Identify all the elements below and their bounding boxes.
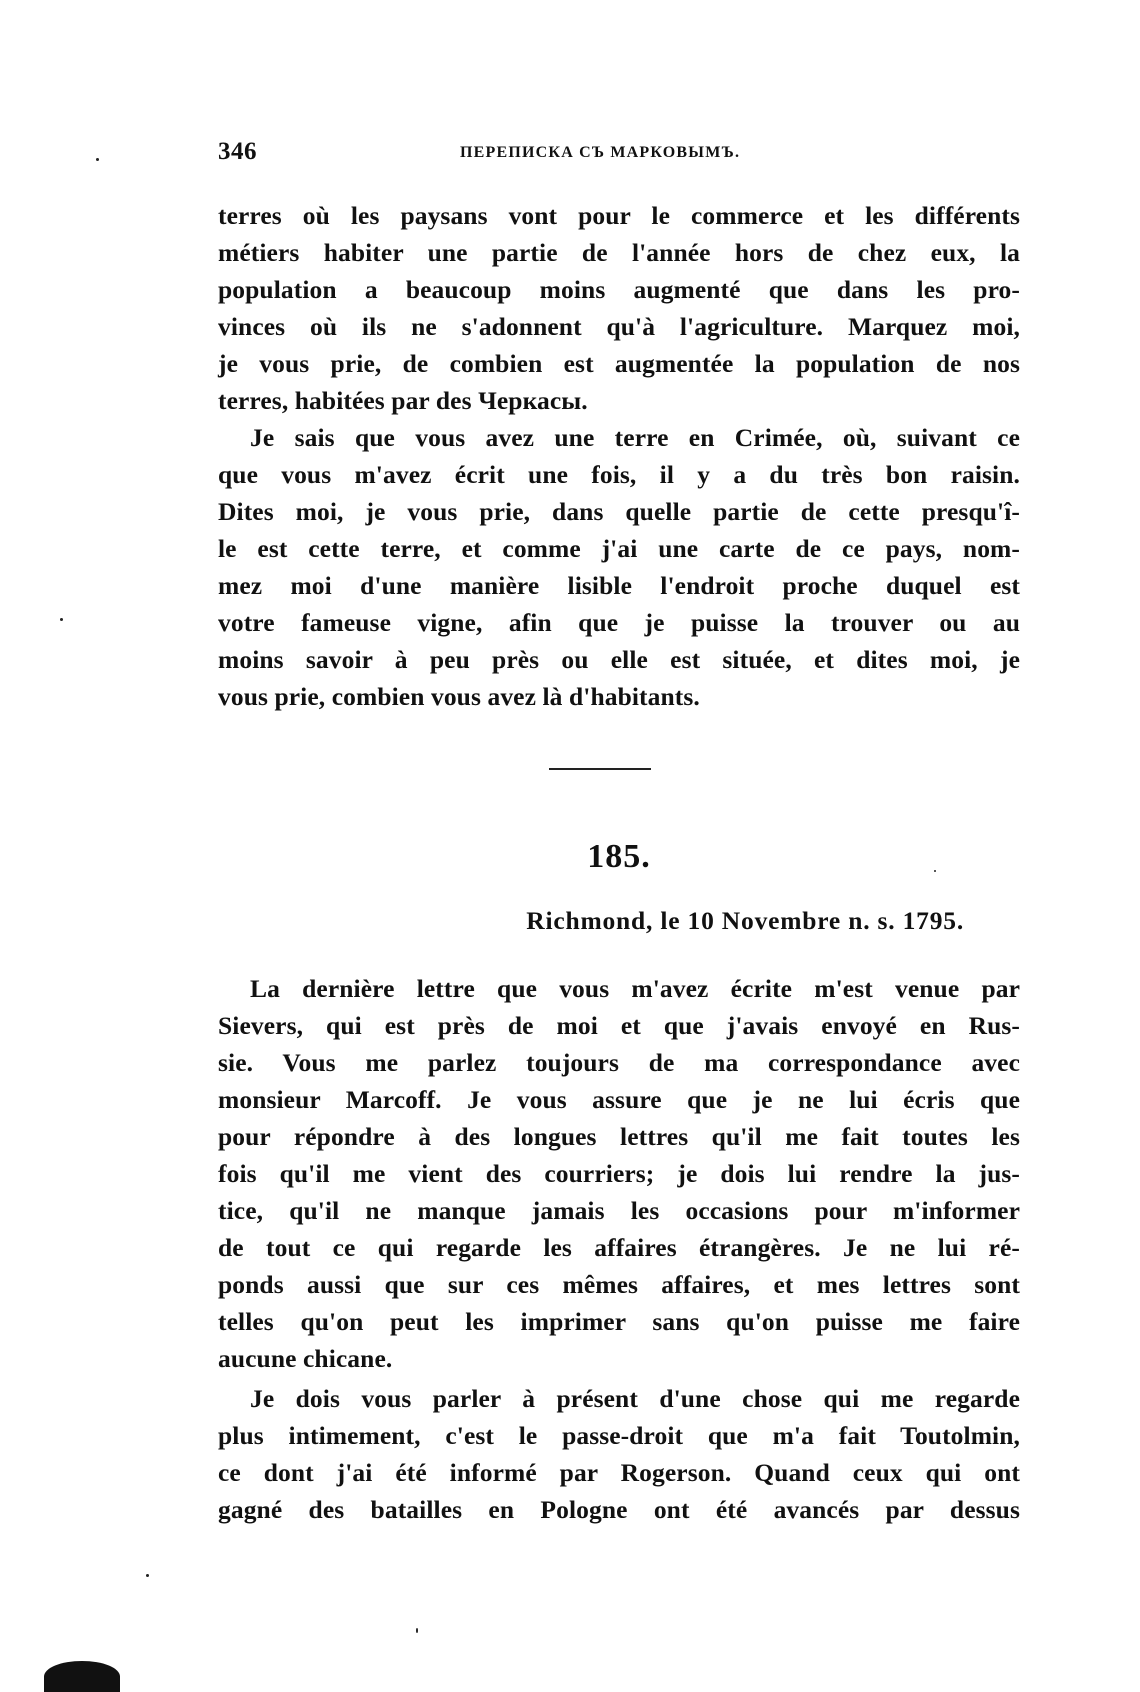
paragraph-letter-opening <box>218 970 1020 1377</box>
scan-speck <box>96 158 99 161</box>
page-number: 346 <box>218 138 257 165</box>
text-line: que vous m'avez écrit une fois, il y a du très bon raisin. <box>218 460 1020 489</box>
text-line: Je sais que vous avez une terre en Crimée, où, suivant ce <box>250 423 1020 452</box>
paragraph-crimea <box>218 419 1020 715</box>
text-line: Dites moi, je vous prie, dans quelle partie de cette presqu'î- <box>218 497 1020 526</box>
text-line: terres où les paysans vont pour le commerce et les différents <box>218 201 1020 230</box>
scan-speck <box>60 618 63 621</box>
text-line: terres, habitées par des Черкасы. <box>218 386 588 415</box>
text-line: gagné des batailles en Pologne ont été avancés par dessus <box>218 1495 1020 1524</box>
text-line: Je dois vous parler à présent d'une chose qui me regarde <box>250 1384 1020 1413</box>
scan-speck <box>146 1574 149 1577</box>
scan-speck <box>416 1628 418 1633</box>
text-line: le est cette terre, et comme j'ai une carte de ce pays, nom- <box>218 534 1020 563</box>
letter-dateline: Richmond, le 10 Novembre n. s. 1795. <box>526 906 964 935</box>
text-line: monsieur Marcoff. Je vous assure que je ne lui écris que <box>218 1085 1020 1114</box>
text-line: de tout ce qui regarde les affaires étrangères. Je ne lui ré- <box>218 1233 1020 1262</box>
book-page <box>218 0 1020 1692</box>
text-line: La dernière lettre que vous m'avez écrite m'est venue par <box>250 974 1020 1003</box>
text-line: pour répondre à des longues lettres qu'il me fait toutes les <box>218 1122 1020 1151</box>
text-line: mez moi d'une manière lisible l'endroit proche duquel est <box>218 571 1020 600</box>
text-line: aucune chicane. <box>218 1344 393 1373</box>
paragraph-continued <box>218 197 1020 419</box>
text-line: vous prie, combien vous avez là d'habitants. <box>218 682 700 711</box>
section-separator <box>549 768 651 770</box>
text-line: ponds aussi que sur ces mêmes affaires, et mes lettres sont <box>218 1270 1020 1299</box>
text-line: votre fameuse vigne, afin que je puisse la trouver ou au <box>218 608 1020 637</box>
paragraph-toutolmin <box>218 1380 1020 1528</box>
ink-blot <box>44 1661 120 1692</box>
letter-number: 185. <box>587 838 651 875</box>
text-line: sie. Vous me parlez toujours de ma correspondance avec <box>218 1048 1020 1077</box>
text-line: population a beaucoup moins augmenté que dans les pro- <box>218 275 1020 304</box>
text-line: moins savoir à peu près ou elle est située, et dites moi, je <box>218 645 1020 674</box>
text-line: métiers habiter une partie de l'année hors de chez eux, la <box>218 238 1020 267</box>
text-line: vinces où ils ne s'adonnent qu'à l'agriculture. Marquez moi, <box>218 312 1020 341</box>
text-line: je vous prie, de combien est augmentée la population de nos <box>218 349 1020 378</box>
text-line: tice, qu'il ne manque jamais les occasions pour m'informer <box>218 1196 1020 1225</box>
text-line: ce dont j'ai été informé par Rogerson. Quand ceux qui ont <box>218 1458 1020 1487</box>
text-line: fois qu'il me vient des courriers; je dois lui rendre la jus- <box>218 1159 1020 1188</box>
text-line: Sievers, qui est près de moi et que j'avais envoyé en Rus- <box>218 1011 1020 1040</box>
text-line: plus intimement, c'est le passe-droit que m'a fait Toutolmin, <box>218 1421 1020 1450</box>
scan-speck <box>934 870 936 872</box>
running-title: ПЕРЕПИСКА СЪ МАРКОВЫМЪ. <box>460 144 741 161</box>
text-line: telles qu'on peut les imprimer sans qu'on puisse me faire <box>218 1307 1020 1336</box>
running-head <box>218 138 1020 172</box>
